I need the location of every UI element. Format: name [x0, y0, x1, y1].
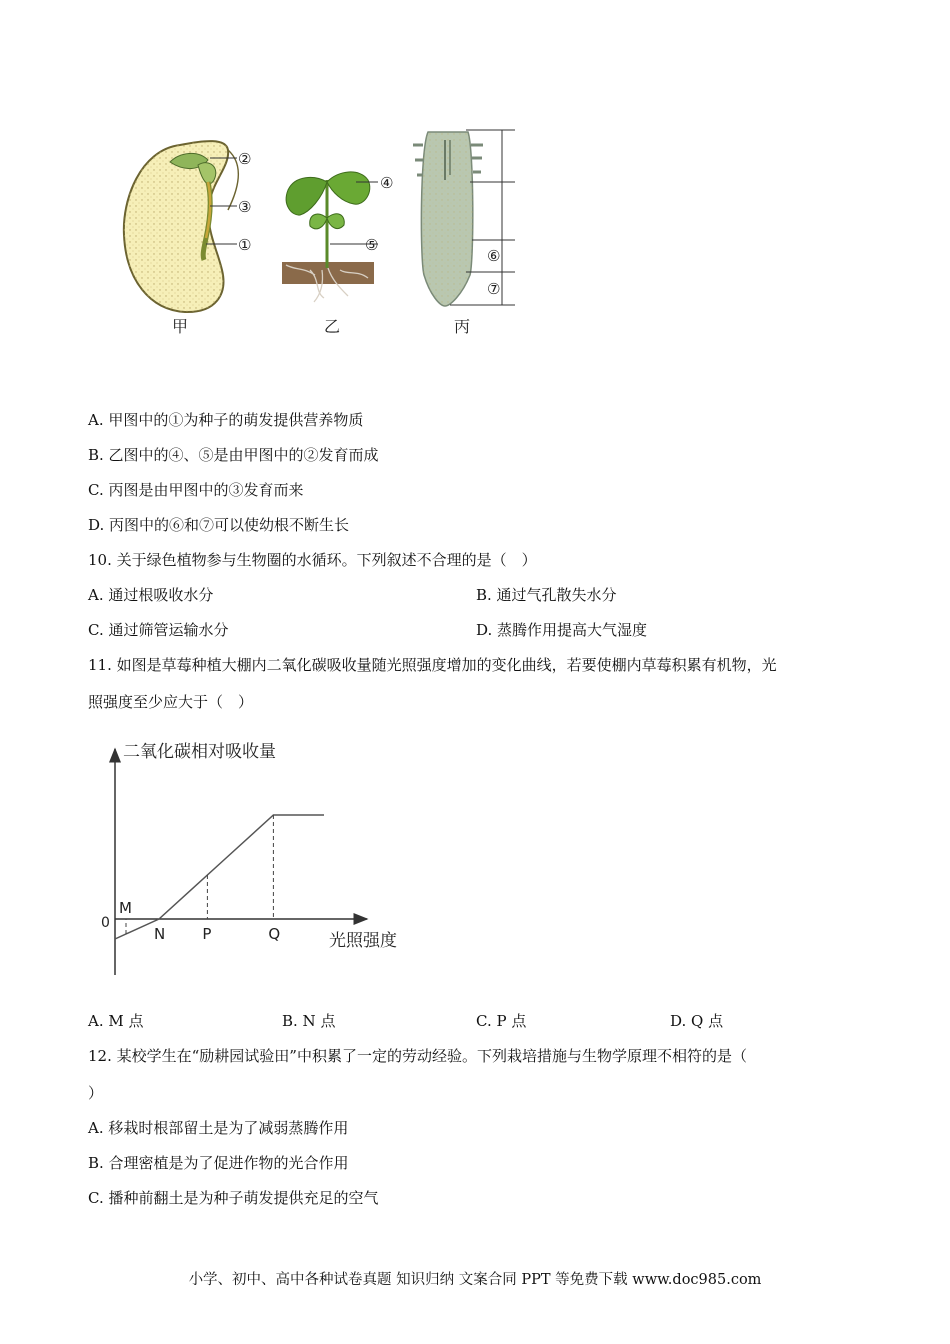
q9-option-d: D. 丙图中的⑥和⑦可以使幼根不断生长: [88, 516, 350, 534]
caption-yi: 乙: [324, 317, 341, 336]
y-axis-label: 二氧化碳相对吸收量: [123, 742, 276, 762]
label-c4: ④: [380, 174, 394, 192]
q11-option-c: C. P 点: [476, 1012, 527, 1030]
plant-figure: [110, 120, 530, 340]
co2-absorption-chart: [95, 735, 415, 985]
label-c5: ⑤: [365, 236, 379, 254]
q11-stem-line1: 11. 如图是草莓种植大棚内二氧化碳吸收量随光照强度增加的变化曲线，若要使棚内草莓积累有机物，光: [88, 656, 777, 674]
origin-label: 0: [101, 915, 110, 931]
caption-jia: 甲: [172, 317, 189, 336]
label-c1: ①: [238, 236, 252, 254]
q11-option-b: B. N 点: [282, 1012, 336, 1030]
marker-label-m: M: [119, 899, 132, 917]
q11-option-d: D. Q 点: [670, 1012, 724, 1030]
label-c3: ③: [238, 198, 252, 216]
q12-option-b: B. 合理密植是为了促进作物的光合作用: [88, 1154, 349, 1172]
label-c7: ⑦: [487, 280, 501, 298]
chart-plot: [115, 815, 324, 943]
q12-stem-line1: 12. 某校学生在“励耕园试验田”中积累了一定的劳动经验。下列栽培措施与生物学原理不相符的是（: [88, 1047, 747, 1065]
label-c6: ⑥: [487, 247, 501, 265]
marker-label-n: N: [154, 925, 166, 943]
root-tip-diagram-bing: [413, 130, 515, 336]
label-c2: ②: [238, 150, 252, 168]
q12-option-a: A. 移栽时根部留土是为了减弱蒸腾作用: [88, 1119, 349, 1137]
q12-stem-line2: ）: [88, 1084, 104, 1102]
x-axis-label: 光照强度: [329, 931, 397, 951]
q11-option-a: A. M 点: [88, 1012, 144, 1030]
seed-diagram-jia: [124, 141, 252, 336]
marker-label-p: P: [202, 925, 212, 943]
q9-option-a: A. 甲图中的①为种子的萌发提供营养物质: [88, 411, 364, 429]
q11-stem-line2: 照强度至少应大于（ ）: [88, 693, 254, 711]
q10-option-d: D. 蒸腾作用提高大气湿度: [476, 621, 648, 639]
q10-option-b: B. 通过气孔散失水分: [476, 586, 617, 604]
co2-curve: [115, 815, 324, 939]
q10-option-a: A. 通过根吸收水分: [88, 586, 214, 604]
q10-option-c: C. 通过筛管运输水分: [88, 621, 229, 639]
q10-stem: 10. 关于绿色植物参与生物圈的水循环。下列叙述不合理的是（ ）: [88, 551, 537, 569]
q9-option-c: C. 丙图是由甲图中的③发育而来: [88, 481, 304, 499]
marker-label-q: Q: [268, 925, 281, 943]
seedling-diagram-yi: [282, 172, 393, 336]
caption-bing: 丙: [454, 317, 471, 336]
q12-option-c: C. 播种前翻土是为种子萌发提供充足的空气: [88, 1189, 379, 1207]
q9-option-b: B. 乙图中的④、⑤是由甲图中的②发育而成: [88, 446, 379, 464]
page-footer: 小学、初中、高中各种试卷真题 知识归纳 文案合同 PPT 等免费下载 www.doc985.com: [188, 1272, 762, 1288]
